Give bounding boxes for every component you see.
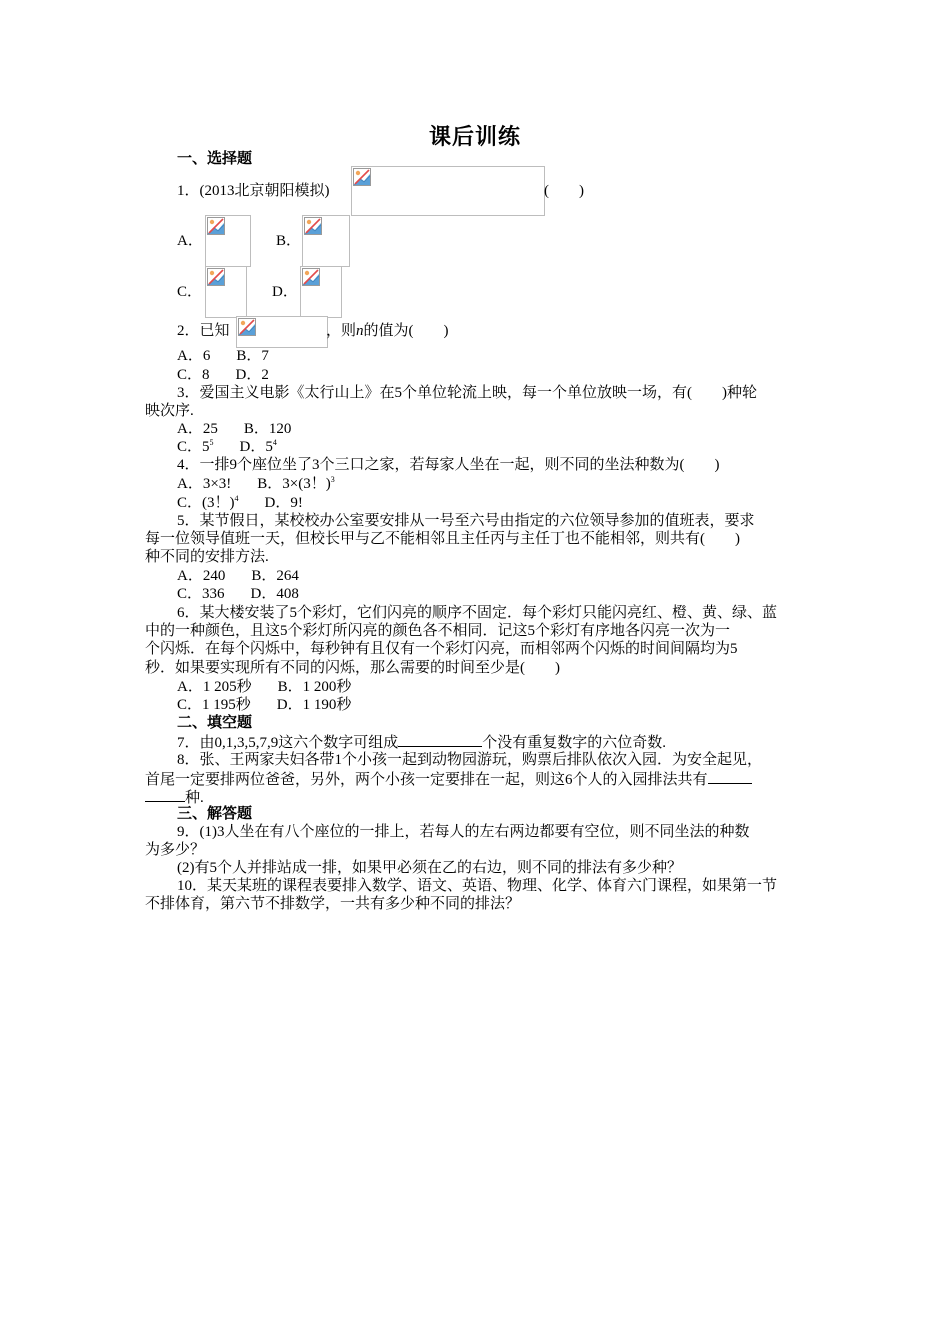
question-2-stem-rest: ，则n的值为( ): [326, 323, 449, 339]
question-10-line-2: 不排体育，第六节不排数学，一共有多少种不同的排法？: [145, 896, 521, 912]
question-7: 7．由0,1,3,5,7,9这六个数字可组成 个没有重复数字的六位奇数.: [145, 732, 842, 752]
question-9-line-1: 9．(1)3人坐在有八个座位的一排上，若每人的左右两边都要有空位，则不同坐法的种数: [177, 824, 750, 840]
question-1-answer-paren: ( ): [544, 183, 584, 199]
question-1-option-d: D．: [272, 284, 298, 300]
question-5-line-2: 每一位领导值班一天，但校长甲与乙不能相邻且主任丙与主任丁也不能相邻，则共有( ): [145, 531, 740, 547]
question-8-line-3: 种.: [145, 787, 810, 807]
section-heading-answer: 三、解答题: [177, 806, 253, 822]
section-heading-choice: 一、选择题: [177, 151, 253, 167]
question-3-options-cd: C．$5^5$ D．$5^4$: [177, 438, 277, 455]
answer-blank-8a[interactable]: [708, 769, 752, 784]
question-4-line-1: 4．一排9个座位坐了3个三口之家，若每家人坐在一起，则不同的坐法种数为( ): [177, 457, 720, 473]
broken-image-icon: [207, 217, 225, 235]
question-9-line-3: (2)有5个人并排站成一排，如果甲必须在乙的右边，则不同的排法有多少种？: [177, 860, 682, 876]
question-1-option-c: C．: [177, 284, 203, 300]
option-c-image: [205, 266, 247, 318]
question-6-line-4: 秒．如果要实现所有不同的闪烁，那么需要的时间至少是( ): [145, 660, 560, 676]
option-b-image: [302, 215, 350, 267]
question-1-formula-image: [351, 166, 545, 216]
answer-blank-7[interactable]: [398, 732, 482, 747]
section-heading-fill: 二、填空题: [177, 715, 253, 731]
question-1-stem: 1．(2013北京朝阳模拟): [177, 183, 330, 199]
broken-image-icon: [353, 168, 371, 186]
question-4-options-ab: A．3×3! B．3×(3！)$^3$: [177, 475, 335, 492]
question-4-options-cd: C．(3！)$^4$ D．9!: [177, 494, 303, 511]
question-6-line-1: 6．某大楼安装了5个彩灯，它们闪亮的顺序不固定．每个彩灯只能闪亮红、橙、黄、绿、蓝: [177, 605, 778, 621]
question-2-options-cd: C．8 D．2: [177, 367, 269, 383]
question-6-line-2: 中的一种颜色，且这5个彩灯所闪亮的颜色各不相同．记这5个彩灯有序地各闪亮一次为一: [145, 623, 731, 639]
question-6-line-3: 个闪烁．在每个闪烁中，每秒钟有且仅有一个彩灯闪亮，而相邻两个闪烁的时间间隔均为5: [145, 641, 738, 657]
option-a-image: [205, 215, 251, 267]
question-5-options-ab: A．240 B．264: [177, 568, 299, 584]
question-3-line-1: 3．爱国主义电影《太行山上》在5个单位轮流上映，每一个单位放映一场，有( )种轮: [177, 385, 757, 401]
question-2-formula-image: [236, 316, 328, 348]
broken-image-icon: [207, 268, 225, 286]
question-8-line-1: 8．张、王两家夫妇各带1个小孩一起到动物园游玩，购票后排队依次入园．为安全起见，: [177, 752, 763, 768]
question-5-options-cd: C．336 D．408: [177, 586, 299, 602]
broken-image-icon: [302, 268, 320, 286]
question-6-options-cd: C．1 195秒 D．1 190秒: [177, 697, 352, 713]
question-5-line-3: 种不同的安排方法.: [145, 549, 269, 565]
question-5-line-1: 5．某节假日，某校校办公室要安排从一号至六号由指定的六位领导参加的值班表，要求: [177, 513, 755, 529]
answer-blank-8b[interactable]: [145, 787, 185, 802]
question-8-line-2: 首尾一定要排两位爸爸，另外，两个小孩一定要排在一起，则这6个人的入园排法共有: [145, 769, 810, 789]
question-2-stem-a: 2．已知: [177, 323, 230, 339]
question-9-line-2: 为多少？: [145, 842, 206, 858]
question-1-option-a: A．: [177, 233, 203, 249]
option-d-image: [300, 266, 342, 318]
question-2-options-ab: A．6 B．7: [177, 348, 269, 364]
question-1-option-b: B．: [276, 233, 302, 249]
broken-image-icon: [304, 217, 322, 235]
question-10-line-1: 10．某天某班的课程表要排入数学、语文、英语、物理、化学、体育六门课程，如果第一节: [177, 878, 778, 894]
broken-image-icon: [238, 318, 256, 336]
question-6-options-ab: A．1 205秒 B．1 200秒: [177, 679, 352, 695]
question-3-options-ab: A．25 B．120: [177, 421, 292, 437]
page-title: 课后训练: [428, 124, 521, 149]
question-3-line-2: 映次序.: [145, 403, 194, 419]
